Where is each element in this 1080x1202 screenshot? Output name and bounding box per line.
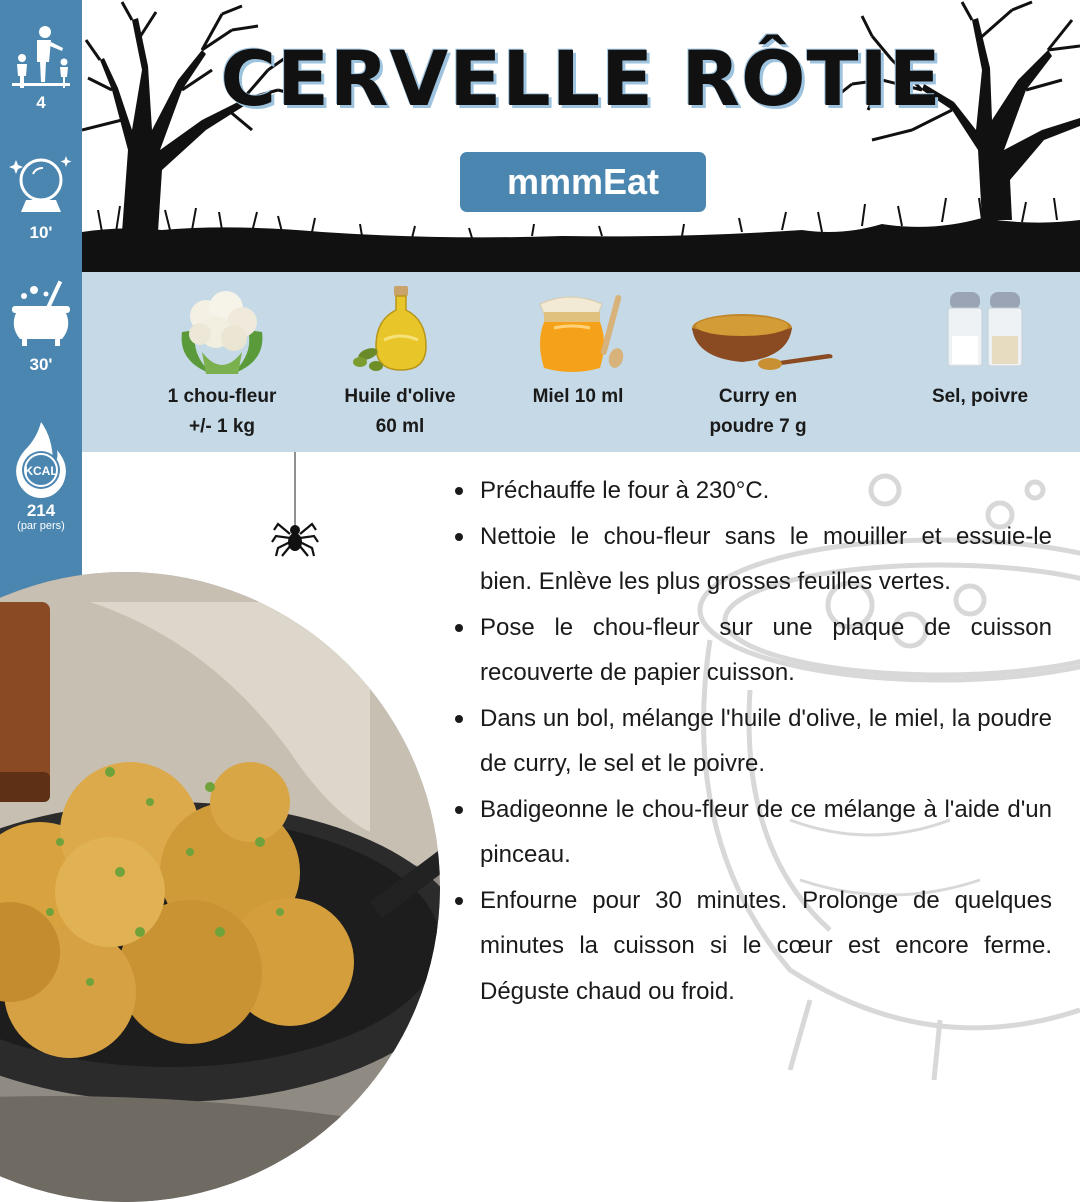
ingredient-salt-pepper-line1: Sel, poivre [931,386,1029,407]
ingredient-olive-oil-line2: 60 ml [375,416,425,437]
cauldron-icon [6,278,76,350]
roasted-cauliflower-photo [0,572,440,1202]
recipe-title: CERVELLE RÔTIE [220,34,942,123]
calories-unit: (par pers) [17,520,65,532]
brand-logo: mmmEat [460,152,706,212]
ingredient-cauliflower [122,272,322,452]
ingredients-band [82,272,1080,452]
curry-bowl-icon [686,282,836,378]
step-4: Dans un bol, mélange l'huile d'olive, le miel, la poudre de curry, le sel et le poivre. [452,696,1052,787]
servings-value: 4 [36,93,46,112]
prep-time-value: 10' [29,223,53,242]
prep-time-info [0,150,82,242]
cook-time-value: 30' [29,355,53,374]
crystal-ball-icon [6,150,76,220]
ingredient-curry-line2: poudre 7 g [709,416,807,437]
spider-icon [270,452,320,562]
ingredient-olive-oil [300,272,500,452]
zombie-family-icon [6,22,76,90]
ingredient-honey [478,272,678,452]
ingredient-curry-line1: Curry en [718,386,798,407]
kcal-flame-icon [6,420,76,500]
step-5: Badigeonne le chou-fleur de ce mélange à l'aide d'un pinceau. [452,787,1052,878]
ingredient-cauliflower-line2: +/- 1 kg [189,416,255,437]
calories-value: 214 [26,501,56,520]
cook-time-info [0,278,82,374]
kcal-badge: KCAL [24,464,58,478]
cauliflower-icon [172,282,272,378]
ingredient-salt-pepper [880,272,1080,452]
recipe-header [82,0,1080,272]
ingredient-curry [658,272,858,452]
step-6: Enfourne pour 30 minutes. Prolonge de quelques minutes la cuisson si le cœur est encore ferme. Déguste chaud ou froid. [452,878,1052,1015]
ingredient-honey-line1: Miel 10 ml [532,386,624,407]
servings-info [0,22,82,112]
step-3: Pose le chou-fleur sur une plaque de cuisson recouverte de papier cuisson. [452,605,1052,696]
ingredient-olive-oil-line1: Huile d'olive [344,386,456,407]
salt-pepper-icon [930,282,1030,378]
info-sidebar [0,0,82,622]
step-1: Préchauffe le four à 230°C. [452,468,1052,514]
calories-info [0,420,82,532]
recipe-steps [452,468,1052,1014]
olive-oil-icon [350,282,450,378]
ingredient-cauliflower-line1: 1 chou-fleur [167,386,277,407]
honey-jar-icon [528,282,638,378]
step-2: Nettoie le chou-fleur sans le mouiller et essuie-le bien. Enlève les plus grosses feuilles vertes. [452,514,1052,605]
